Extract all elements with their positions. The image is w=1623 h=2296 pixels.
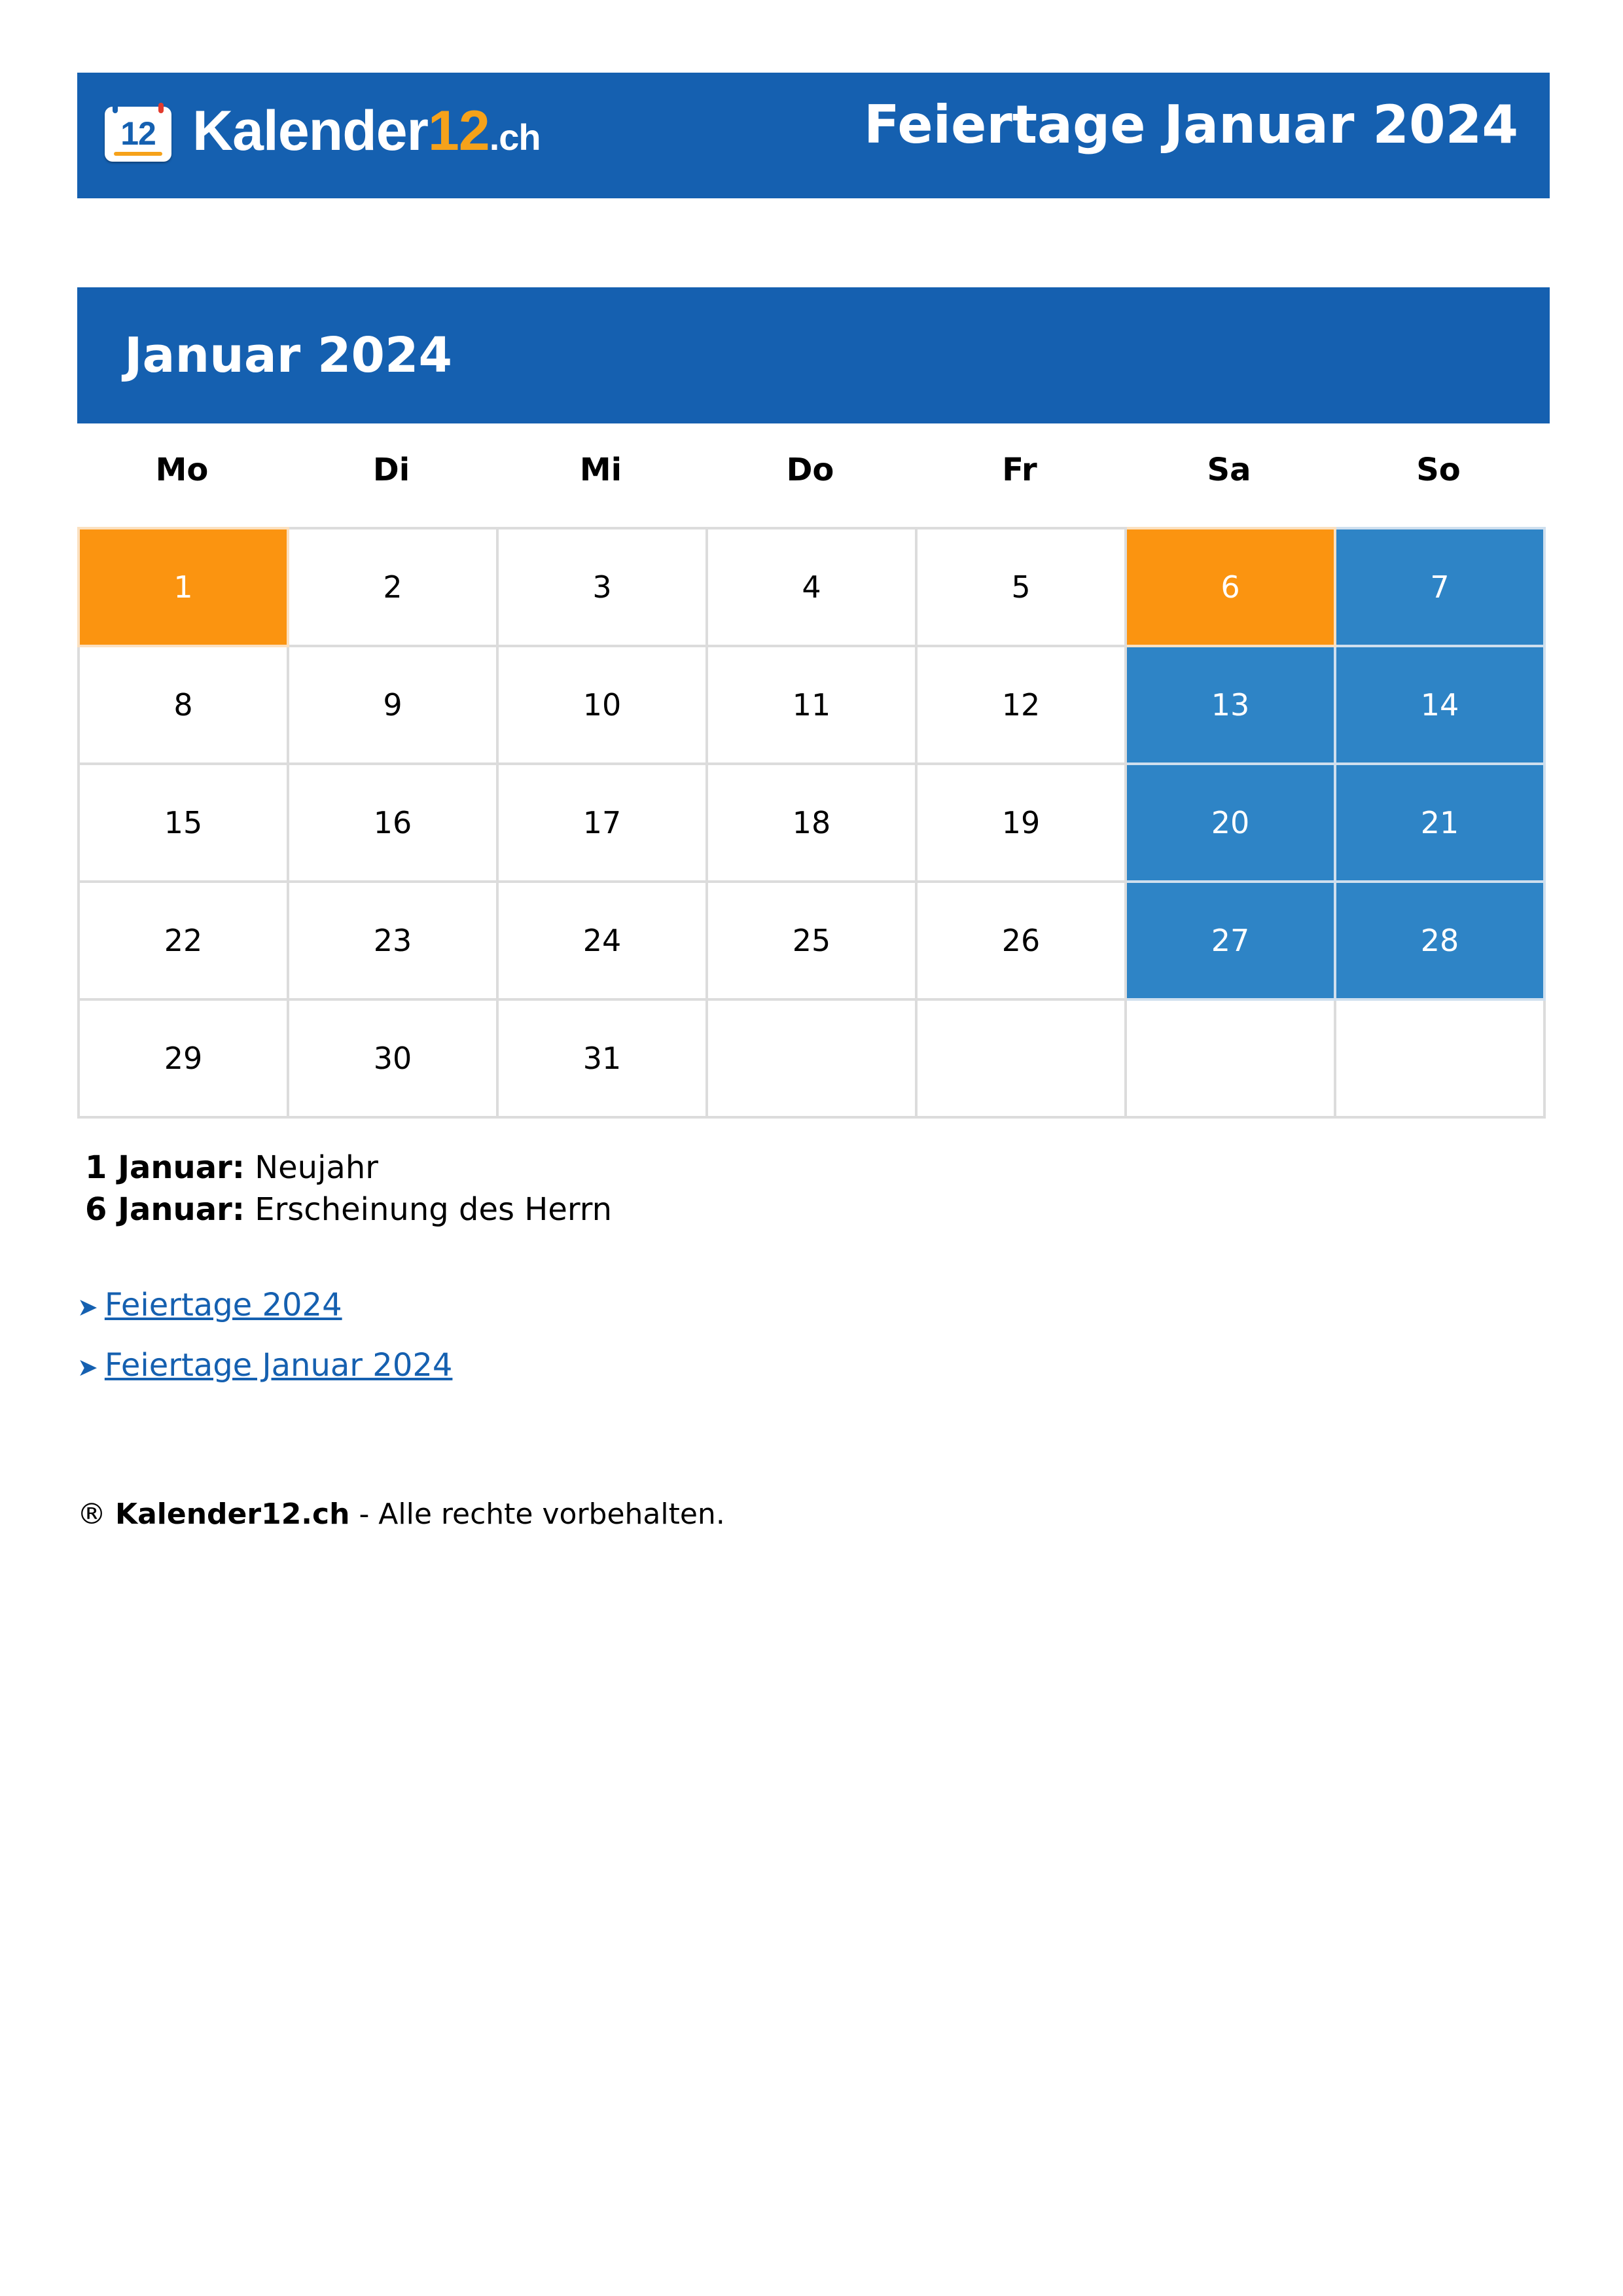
day-cell-weekend: 20 <box>1126 764 1335 882</box>
day-cell: 24 <box>497 882 707 999</box>
logo-text: Kalender <box>192 99 429 162</box>
footer-brand: Kalender12.ch <box>115 1498 350 1531</box>
day-cell-empty <box>1335 999 1544 1117</box>
day-cell: 17 <box>497 764 707 882</box>
day-cell: 10 <box>497 646 707 764</box>
day-cell: 22 <box>79 882 288 999</box>
calendar-ring-left <box>113 103 118 113</box>
day-cell: 18 <box>707 764 916 882</box>
arrow-icon: ➤ <box>77 1293 98 1321</box>
day-cell: 30 <box>288 999 497 1117</box>
holiday-item <box>85 1189 612 1230</box>
footer-text: - Alle rechte vorbehalten. <box>359 1498 725 1531</box>
logo-number: 12 <box>428 99 490 162</box>
page-title: Feiertage Januar 2024 <box>864 94 1518 155</box>
day-cell: 2 <box>288 528 497 646</box>
calendar-week <box>79 646 1544 764</box>
day-cell: 16 <box>288 764 497 882</box>
weekday-label: So <box>1416 452 1461 488</box>
day-cell: 15 <box>79 764 288 882</box>
weekday-header-row <box>77 452 1543 490</box>
link-item <box>77 1344 452 1405</box>
logo-icon-bar <box>114 152 162 156</box>
month-header <box>77 287 1550 423</box>
weekday-label: Sa <box>1207 452 1251 488</box>
day-cell: 8 <box>79 646 288 764</box>
day-cell: 19 <box>916 764 1126 882</box>
day-cell: 29 <box>79 999 288 1117</box>
day-cell-weekend: 27 <box>1126 882 1335 999</box>
site-logo[interactable] <box>192 99 541 162</box>
day-cell: 5 <box>916 528 1126 646</box>
day-cell: 3 <box>497 528 707 646</box>
footer <box>77 1494 725 1535</box>
day-cell: 23 <box>288 882 497 999</box>
holiday-name: Neujahr <box>255 1149 378 1186</box>
day-cell: 9 <box>288 646 497 764</box>
day-cell-weekend: 21 <box>1335 764 1544 882</box>
weekday-label: Do <box>786 452 834 488</box>
holiday-item <box>85 1147 612 1189</box>
calendar-week <box>79 999 1544 1117</box>
arrow-icon: ➤ <box>77 1353 98 1382</box>
logo-tld: .ch <box>489 117 541 158</box>
day-cell-holiday: 6 <box>1126 528 1335 646</box>
page-header <box>77 73 1550 198</box>
link-feiertage-januar-2024[interactable]: Feiertage Januar 2024 <box>104 1347 453 1384</box>
calendar-ring-right <box>158 103 164 113</box>
day-cell: 25 <box>707 882 916 999</box>
holiday-list <box>85 1147 612 1230</box>
day-cell-weekend: 28 <box>1335 882 1544 999</box>
holiday-date: 6 Januar: <box>85 1191 245 1228</box>
day-cell-weekend: 7 <box>1335 528 1544 646</box>
calendar-grid <box>77 527 1546 1119</box>
month-title: Januar 2024 <box>124 327 452 384</box>
related-links <box>77 1284 452 1405</box>
link-item <box>77 1284 452 1344</box>
day-cell-weekend: 13 <box>1126 646 1335 764</box>
day-cell: 11 <box>707 646 916 764</box>
day-cell-holiday: 1 <box>79 528 288 646</box>
day-cell-empty <box>707 999 916 1117</box>
weekday-label: Mo <box>155 452 209 488</box>
day-cell: 12 <box>916 646 1126 764</box>
day-cell-weekend: 14 <box>1335 646 1544 764</box>
day-cell: 26 <box>916 882 1126 999</box>
holiday-date: 1 Januar: <box>85 1149 245 1186</box>
link-feiertage-2024[interactable]: Feiertage 2024 <box>104 1287 342 1323</box>
day-cell-empty <box>916 999 1126 1117</box>
calendar-week <box>79 764 1544 882</box>
calendar-week <box>79 528 1544 646</box>
day-cell-empty <box>1126 999 1335 1117</box>
weekday-label: Fr <box>1002 452 1037 488</box>
calendar-week <box>79 882 1544 999</box>
logo-icon-number: 12 <box>120 115 156 152</box>
weekday-label: Di <box>372 452 410 488</box>
registered-icon: ® <box>77 1498 106 1531</box>
holiday-name: Erscheinung des Herrn <box>255 1191 613 1228</box>
calendar-logo-icon[interactable] <box>105 107 171 162</box>
day-cell: 31 <box>497 999 707 1117</box>
day-cell: 4 <box>707 528 916 646</box>
weekday-label: Mi <box>579 452 622 488</box>
